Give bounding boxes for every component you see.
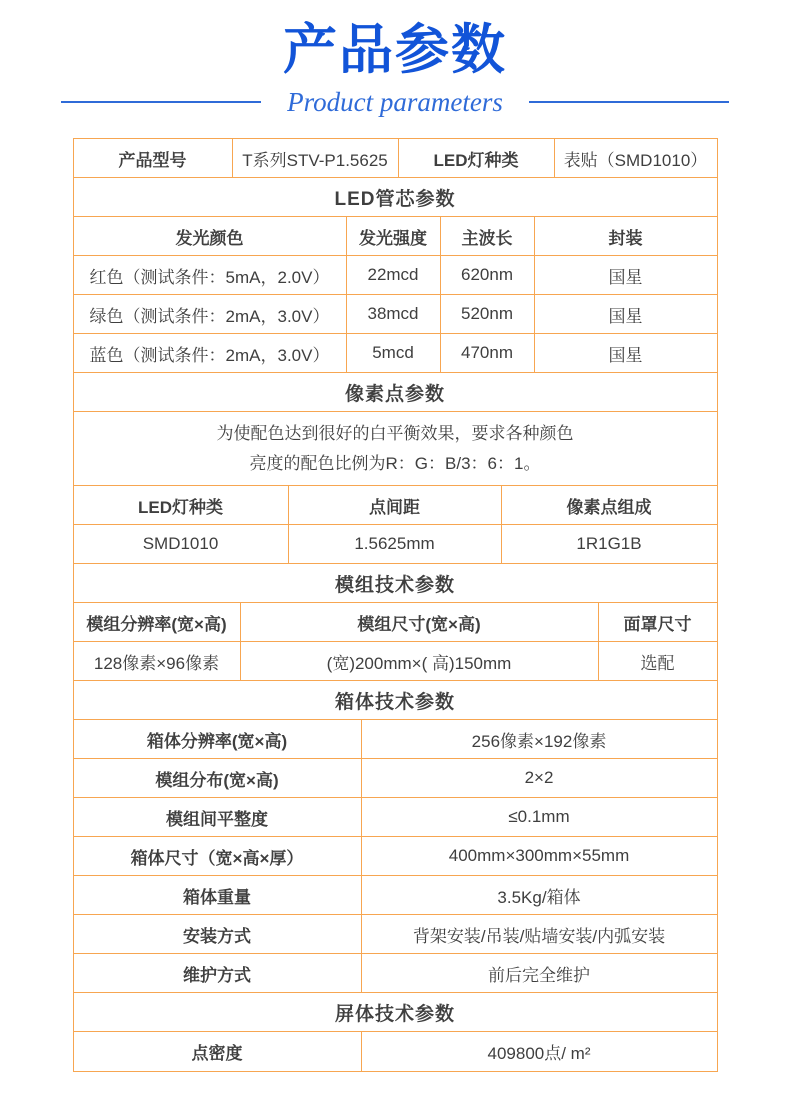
param-value: 520nm — [441, 295, 535, 333]
param-label: 维护方式 — [74, 954, 362, 992]
param-value: 选配 — [640, 653, 675, 673]
table-row-pixel-header — [74, 486, 717, 525]
param-label: 红色（测试条件：5mA，2.0V） — [74, 256, 347, 294]
column-header: 模组分辨率(宽×高) — [74, 603, 241, 641]
column-header: LED灯种类 — [74, 486, 289, 524]
param-label: 箱体重量 — [74, 876, 362, 914]
column-header: 模组尺寸(宽×高) — [241, 603, 599, 641]
table-row-led-header — [74, 217, 717, 256]
param-value: 3.5Kg/箱体 — [497, 887, 581, 907]
note-cell — [74, 412, 717, 485]
section-title: LED管芯参数 — [334, 188, 456, 210]
section-title: 像素点参数 — [344, 383, 445, 405]
section-header-row — [74, 993, 717, 1032]
table-row-cabinet-resolution — [74, 720, 717, 759]
param-value: 前后完全维护 — [488, 965, 590, 985]
param-value: 256像素×192像素 — [471, 731, 607, 751]
param-label: 箱体分辨率(宽×高) — [74, 720, 362, 758]
note-line: 为使配色达到很好的白平衡效果，要求各种颜色 — [216, 423, 574, 443]
table-row-module-header — [74, 603, 717, 642]
spec-table — [73, 138, 718, 1072]
table-row-red — [74, 256, 717, 295]
section-header-row — [74, 373, 717, 412]
param-value: ≤0.1mm — [508, 807, 570, 826]
left-divider-line — [61, 101, 261, 103]
param-label: 蓝色（测试条件：2mA，3.0V） — [74, 334, 347, 372]
table-row-cabinet-weight — [74, 876, 717, 915]
param-value: 背架安装/吊装/贴墙安装/内弧安装 — [412, 926, 666, 946]
param-value: 409800点/ m² — [487, 1044, 591, 1063]
column-header: 发光强度 — [347, 217, 441, 255]
param-value: 470nm — [441, 334, 535, 372]
param-label: 箱体尺寸（宽×高×厚） — [74, 837, 362, 875]
param-value: 2×2 — [524, 768, 554, 787]
param-label: 点密度 — [74, 1032, 362, 1071]
note-line: 亮度的配色比例为R：G：B/3：6：1。 — [249, 453, 541, 473]
section-header-row — [74, 564, 717, 603]
param-label: 产品型号 — [74, 139, 233, 177]
param-value: 表贴（SMD1010） — [563, 150, 708, 170]
table-row-blue — [74, 334, 717, 373]
table-row-module-values — [74, 642, 717, 681]
table-row-model — [74, 139, 717, 178]
param-value: (宽)200mm×( 高)150mm — [241, 642, 599, 680]
section-title: 箱体技术参数 — [334, 691, 455, 713]
param-label: 模组分布(宽×高) — [74, 759, 362, 797]
column-header: 主波长 — [441, 217, 535, 255]
table-row-dot-density — [74, 1032, 717, 1071]
param-value: 22mcd — [347, 256, 441, 294]
param-value: 38mcd — [347, 295, 441, 333]
column-header: 面罩尺寸 — [623, 614, 692, 634]
param-value: 400mm×300mm×55mm — [448, 846, 630, 865]
param-value: SMD1010 — [74, 525, 289, 563]
param-value: 国星 — [608, 267, 643, 287]
param-label: LED灯种类 — [399, 139, 555, 177]
product-parameters-page — [0, 20, 790, 1072]
section-title: 屏体技术参数 — [334, 1003, 455, 1025]
page-title: 产品参数 — [283, 20, 507, 80]
right-divider-line — [529, 101, 729, 103]
page-subtitle-row — [0, 86, 790, 118]
column-header: 发光颜色 — [74, 217, 347, 255]
section-header-row — [74, 178, 717, 217]
table-row-module-layout — [74, 759, 717, 798]
param-value: 国星 — [608, 345, 643, 365]
section-title: 模组技术参数 — [334, 574, 455, 596]
param-value: 1R1G1B — [576, 534, 642, 553]
page-subtitle: Product parameters — [287, 86, 503, 117]
table-row-green — [74, 295, 717, 334]
param-value: T系列STV-P1.5625 — [233, 139, 399, 177]
section-header-row — [74, 681, 717, 720]
table-row-installation — [74, 915, 717, 954]
column-header: 点间距 — [289, 486, 502, 524]
table-row-pixel-values — [74, 525, 717, 564]
param-label: 模组间平整度 — [74, 798, 362, 836]
param-label: 安装方式 — [74, 915, 362, 953]
param-label: 绿色（测试条件：2mA，3.0V） — [74, 295, 347, 333]
table-row-maintenance — [74, 954, 717, 993]
param-value: 620nm — [441, 256, 535, 294]
table-row-cabinet-size — [74, 837, 717, 876]
param-value: 128像素×96像素 — [74, 642, 241, 680]
param-value: 国星 — [608, 306, 643, 326]
table-row-flatness — [74, 798, 717, 837]
param-value: 5mcd — [347, 334, 441, 372]
column-header: 像素点组成 — [566, 497, 652, 517]
param-value: 1.5625mm — [289, 525, 502, 563]
page-header — [0, 20, 790, 118]
table-row-note — [74, 412, 717, 486]
column-header: 封装 — [608, 228, 643, 248]
